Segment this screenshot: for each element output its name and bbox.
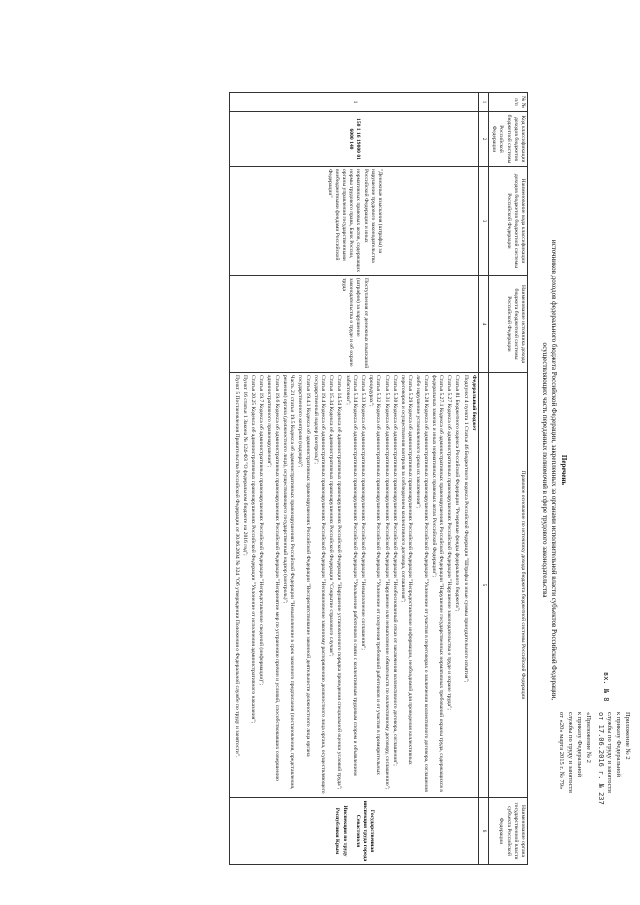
header-norm: Правовое основание по источнику дохода бюджета бюджетной системы Российской Федерации [488,373,527,798]
header-source: Наименование источника дохода бюджета бюджетной системы Российской Федерации [488,276,527,373]
row-kbk-name: "Денежные взыскания (штрафы) за нарушение трудового законодательства Российской Федерации и иных нормативных правовых актов, содержащих нормы трудового права, Банк России, органы управления государственными внебюджетными фондами Российской Федерации" [230,167,478,276]
org-sevastopol: Государственная инспекция труда города Севастополя [354,800,376,862]
approval-line: службы по труду и занятости [606,712,613,793]
approval-line: от «20» марта 2015 г. № 79» [558,712,565,790]
row-kbk: 150 1 16 19000 01 6000 140 [230,112,478,167]
approval-line: Приложение № 2 [624,712,631,760]
col-number: 5 [478,373,488,798]
row-source: Поступления от денежных взысканий (штрафов) за нарушение законодательства о труде и об охране труда [230,276,478,373]
document-subtitle-2: осуществляющих часть переданных полномочий в сфере трудового законодательства [541,342,549,598]
col-number: 6 [478,798,488,865]
col-number: 3 [478,167,488,276]
norm-clause: Статья 5.30 Кодекса об административных правонарушениях Российской Федерации "Необоснованный отказ от заключения коллективного договора, соглашения"; [391,375,398,766]
norm-clause: Статья 81 Бюджетного кодекса Российской Федерации "Резервные фонды федерального бюджета"; [454,375,461,612]
norm-clause: Статья 19.4 Кодекса об административных правонарушениях Российской Федерации "Неповиновение законному распоряжению должностного лица органа, осуществляющего государственный надзор (контроль)"; [312,375,326,794]
norm-clause: Статья 5.31 Кодекса об административных правонарушениях Российской Федерации "Нарушение или невыполнение обязательств по коллективному договору, соглашению"; [383,375,390,790]
norm-clause: Подпункт 4 пункта 1 Статьи 46 Бюджетного кодекса Российской Федерации "Штрафы в иные суммы принудительного изъятия"; [462,375,469,683]
registration-stamp: вх. № 8 [602,672,610,702]
norm-clause: Часть 21 статьи 19.5 Кодекса об административных правонарушениях Российской Федерации "Невыполнение в срок законного предписания (постановления, представления, решения) органа (должностного лица), осуществляющего государственный надзор (контроль)"; [281,375,296,790]
norm-clause: Статья 5.28 Кодекса об административных правонарушениях Российской Федерации "Уклонение от участия в переговорах о заключении коллективного договора, соглашения либо нарушение установленного срока их заключения"; [415,375,429,792]
header-nn: № № п/п [488,93,527,112]
norm-clause: Статья 5.33 Кодекса об административных правонарушениях Российской Федерации "Невыполнение соглашения"; [359,375,366,650]
column-number-row [478,93,488,865]
norm-clause: Статья 19.7 Кодекса об административных правонарушениях Российской Федерации "Непредставление сведений (информации)"; [258,375,265,686]
norm-header: Федеральный бюджет [470,375,477,431]
norm-clause: Статья 19.6 Кодекса об административных правонарушениях Российской Федерации "Непринятие мер по устранению причин и условий, способствовавших совершению административного правонарушения"; [266,375,280,781]
norm-clause: Статья 5.29 Кодекса об административных правонарушениях Российской Федерации "Непредоставление информации, необходимой для проведения коллективных переговоров и осуществления контроля за соблюдением коллективного договора, соглашения"; [399,375,414,765]
approval-block [557,712,632,872]
header-kbk: Код классификации доходов бюджетов бюджетной системы Российской Федерации [488,112,527,167]
org-crimea: Инспекция по труду Республики Крым [334,805,348,857]
norm-clause: Статья 19.4.1 Кодекса об административных правонарушениях Российской Федерации "Воспрепятствование законной деятельности должностного лица органа государственного контроля (надзора)"; [297,375,311,757]
col-number: 1 [478,93,488,112]
approval-line: службы по труду и занятости [567,712,574,793]
row-nn: 1 [230,93,478,112]
document-subtitle: источников доходов федерального бюджета Российской Федерации, закрепленных за органами исполнительной власти субъектов Российской Федерации, [550,239,558,701]
header-org: Наименование органа государственной власти субъекта Российской Федерации [488,798,527,865]
col-number: 4 [478,276,488,373]
income-sources-table [229,92,528,865]
row-orgs [230,798,478,865]
norm-clause: Статья 5.27.1 Кодекса об административных правонарушениях Российской Федерации "Нарушение государственных нормативных требований охраны труда, содержащихся в федеральных законах и иных нормативных правовых актах Российской Федерации"; [430,375,444,792]
approval-line: к приказу Федеральной [576,712,583,777]
norm-clause: Статья 5.34 Кодекса об административных правонарушениях Российской Федерации "Увольнение работников в связи с коллективным трудовым спором и объявлением забастовки"; [344,375,358,776]
norm-clause: Статья 14.54 Кодекса об административных правонарушениях Российской Федерации "Нарушение установленного порядка проведения специальной оценки условий труда"; [336,375,343,790]
table-header-row [488,93,527,865]
norm-clause: Статья 20.25 Кодекса об административных правонарушениях Российской Федерации "Уклонение от исполнения административного наказания"; [250,375,257,724]
row-norm [230,373,478,798]
norm-clause: Пункт 5 Постановления Правительства Российской Федерации от 30.06.2004 № 324 "Об утверждении Положения о Федеральной службе по труду и занятости". [233,375,240,758]
table-row [230,93,478,865]
norm-clause: Пункт 16 статьи 1 Закона № 124-ФЗ "О федеральном бюджете на 2016 год"; [241,375,248,556]
approval-line: «Приложение № 2 [585,712,592,763]
document-title: Перечень [560,454,568,486]
approval-line: к приказу Федеральной [615,712,622,777]
header-kbk-name: Наименование кода классификации доходов бюджетов бюджетной системы Российской Федерации [488,167,527,276]
norm-clause: Статья 5.27 Кодекса об административных правонарушениях Российской Федерации "Нарушение законодательства о труде и охране труда"; [446,375,453,710]
approval-date-handwritten: от 17.06.2016 г. № 237 [597,712,605,805]
col-number: 2 [478,112,488,167]
norm-clause: Статья 15.34 Кодекса об административных правонарушениях Российской Федерации "Сокрытие страхового случая"; [328,375,335,657]
norm-clause: Статья 5.32 Кодекса об административных правонарушениях Российской Федерации "Уклонение от получения требований работников и от участия в примирительных процедурах"; [368,375,382,775]
